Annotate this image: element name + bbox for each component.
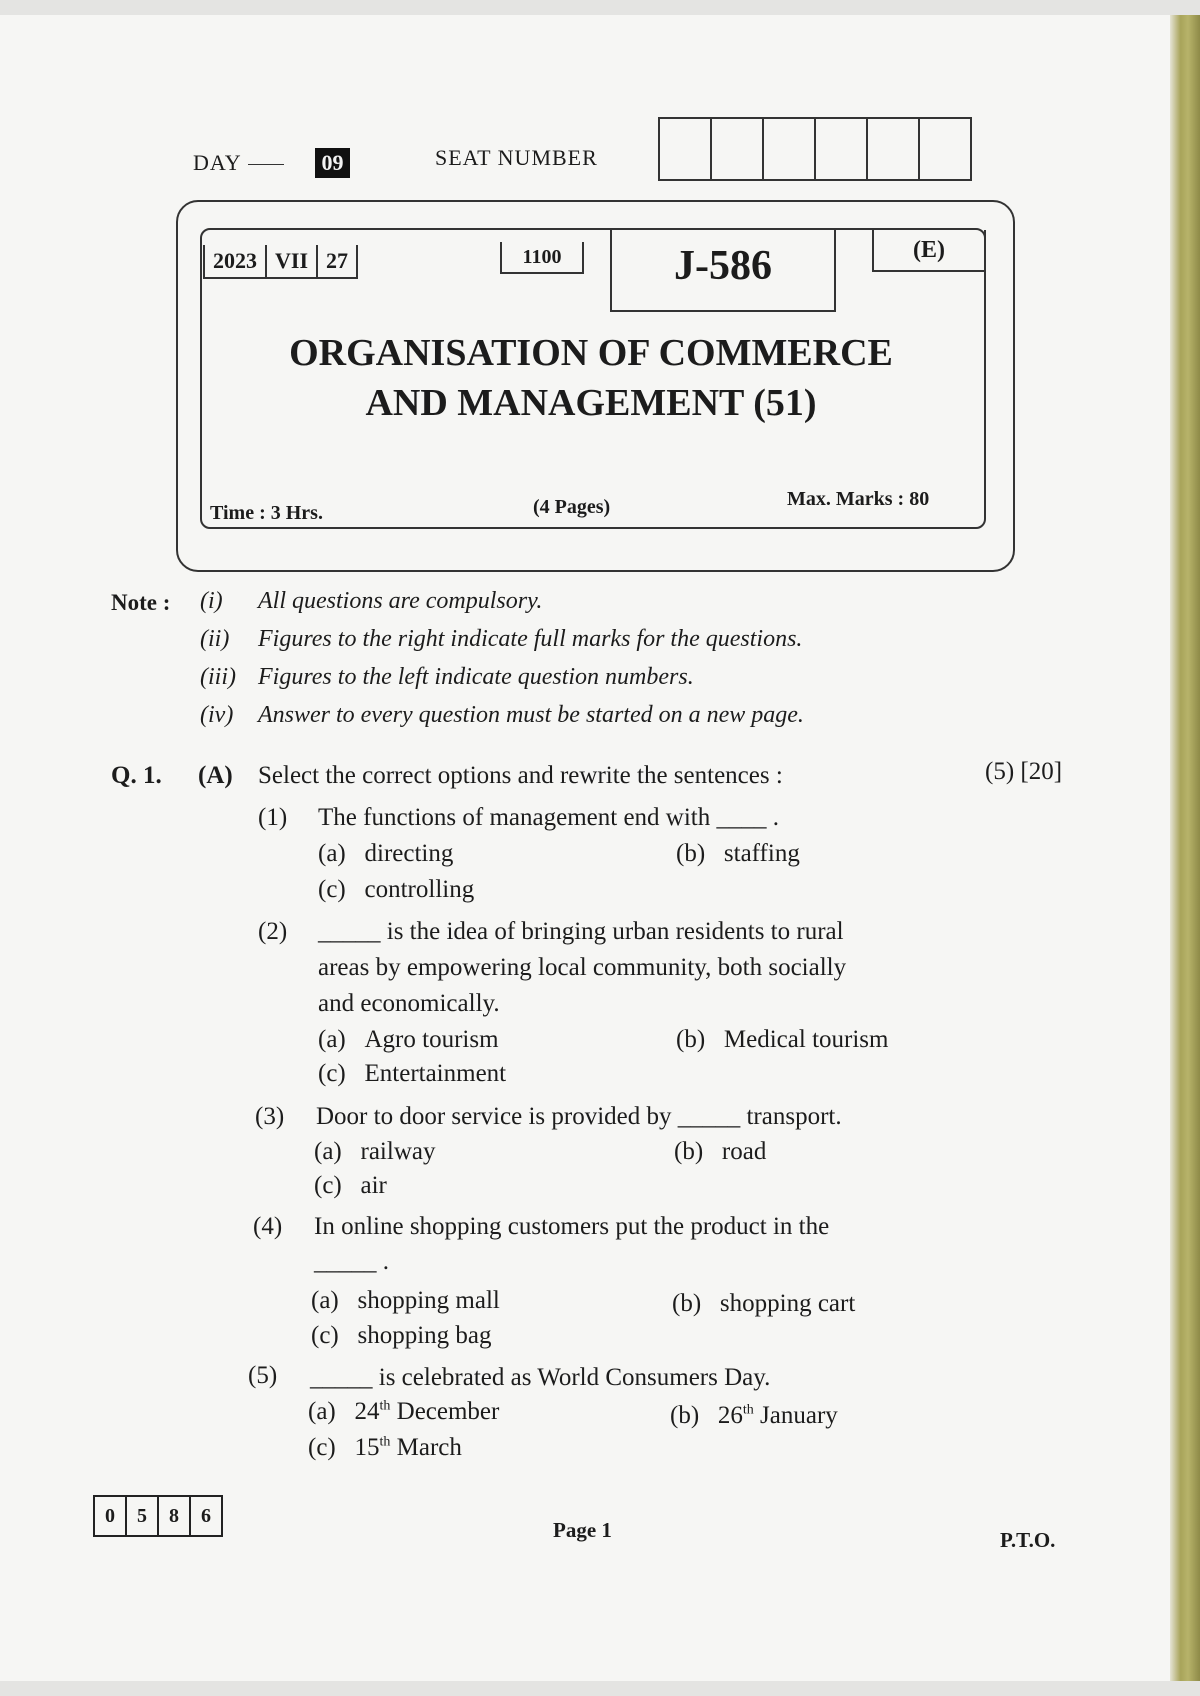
option: (c) shopping bag [311,1322,492,1349]
note-item: (iv) Answer to every question must be started on a new page. [200,702,804,728]
note-item: (iii) Figures to the left indicate question numbers. [200,664,694,690]
seat-box [660,119,712,179]
item-text: _____ . [314,1248,389,1275]
item-text: _____ is the idea of bringing urban residents to rural [318,918,844,945]
seat-box [816,119,868,179]
seat-number-boxes [658,117,972,181]
item-text: Door to door service is provided by _____ transport. [316,1103,842,1130]
seat-box [920,119,970,179]
note-item: (ii) Figures to the right indicate full marks for the questions. [200,626,803,652]
option: (b) staffing [676,840,800,867]
question-marks: (5) [20] [985,758,1063,785]
option: (b) shopping cart [672,1290,856,1317]
note-item: (i) All questions are compulsory. [200,588,543,614]
day-label: DAY [193,150,290,176]
option: (c) air [314,1172,387,1199]
option: (a) shopping mall [311,1287,500,1314]
item-number: (2) [258,918,288,945]
code-digit: 8 [159,1497,191,1535]
page-count: (4 Pages) [533,496,611,518]
option: (b) road [674,1138,767,1165]
seat-box [868,119,920,179]
question-number: Q. 1. [111,762,162,789]
time-duration: Time : 3 Hrs. [210,502,323,524]
option: (c) controlling [318,876,475,903]
seat-number-label: SEAT NUMBER [435,145,598,170]
paper-code: J-586 [610,230,836,312]
seat-box [712,119,764,179]
item-text: _____ is celebrated as World Consumers Day. [310,1364,771,1391]
time-code-box: 1100 [500,242,584,274]
item-number: (1) [258,804,288,831]
scan-edge-strip [1170,15,1200,1681]
code-digit: 5 [127,1497,159,1535]
scan-top-margin [0,0,1200,15]
item-text: The functions of management end with ____ . [318,804,779,831]
code-month: VII [267,245,318,277]
item-number: (4) [253,1213,283,1240]
option: (a) 24th December [308,1398,500,1425]
item-number: (3) [255,1103,285,1130]
question-instruction: Select the correct options and rewrite the sentences : [258,762,783,789]
item-text: areas by empowering local community, both socially [318,954,847,981]
seat-box [764,119,816,179]
code-digit: 6 [201,1505,211,1527]
option: (b) 26th January [670,1402,838,1429]
date-code-box [203,245,358,279]
language-code: (E) [872,230,986,272]
please-turn-over: P.T.O. [1000,1528,1056,1552]
code-day: 27 [326,248,349,273]
code-year: 2023 [205,245,267,277]
option: (c) Entertainment [318,1060,507,1087]
max-marks: Max. Marks : 80 [787,488,930,510]
paper-code-boxes [93,1495,223,1537]
title-line-1: ORGANISATION OF COMMERCE [289,332,893,374]
option: (a) directing [318,840,454,867]
day-number: 09 [315,148,350,178]
option: (a) Agro tourism [318,1026,499,1053]
item-text: and economically. [318,990,500,1017]
question-part: (A) [198,762,233,789]
code-digit: 0 [95,1497,127,1535]
title-line-2: AND MANAGEMENT (51) [365,382,817,424]
item-number: (5) [248,1362,278,1389]
subject-title [200,328,982,428]
scan-bottom-margin [0,1681,1200,1696]
option: (b) Medical tourism [676,1026,889,1053]
option: (a) railway [314,1138,436,1165]
option: (c) 15th March [308,1434,462,1461]
item-text: In online shopping customers put the product in the [314,1213,830,1240]
note-label: Note : [111,590,171,615]
page-number: Page 1 [553,1518,612,1542]
